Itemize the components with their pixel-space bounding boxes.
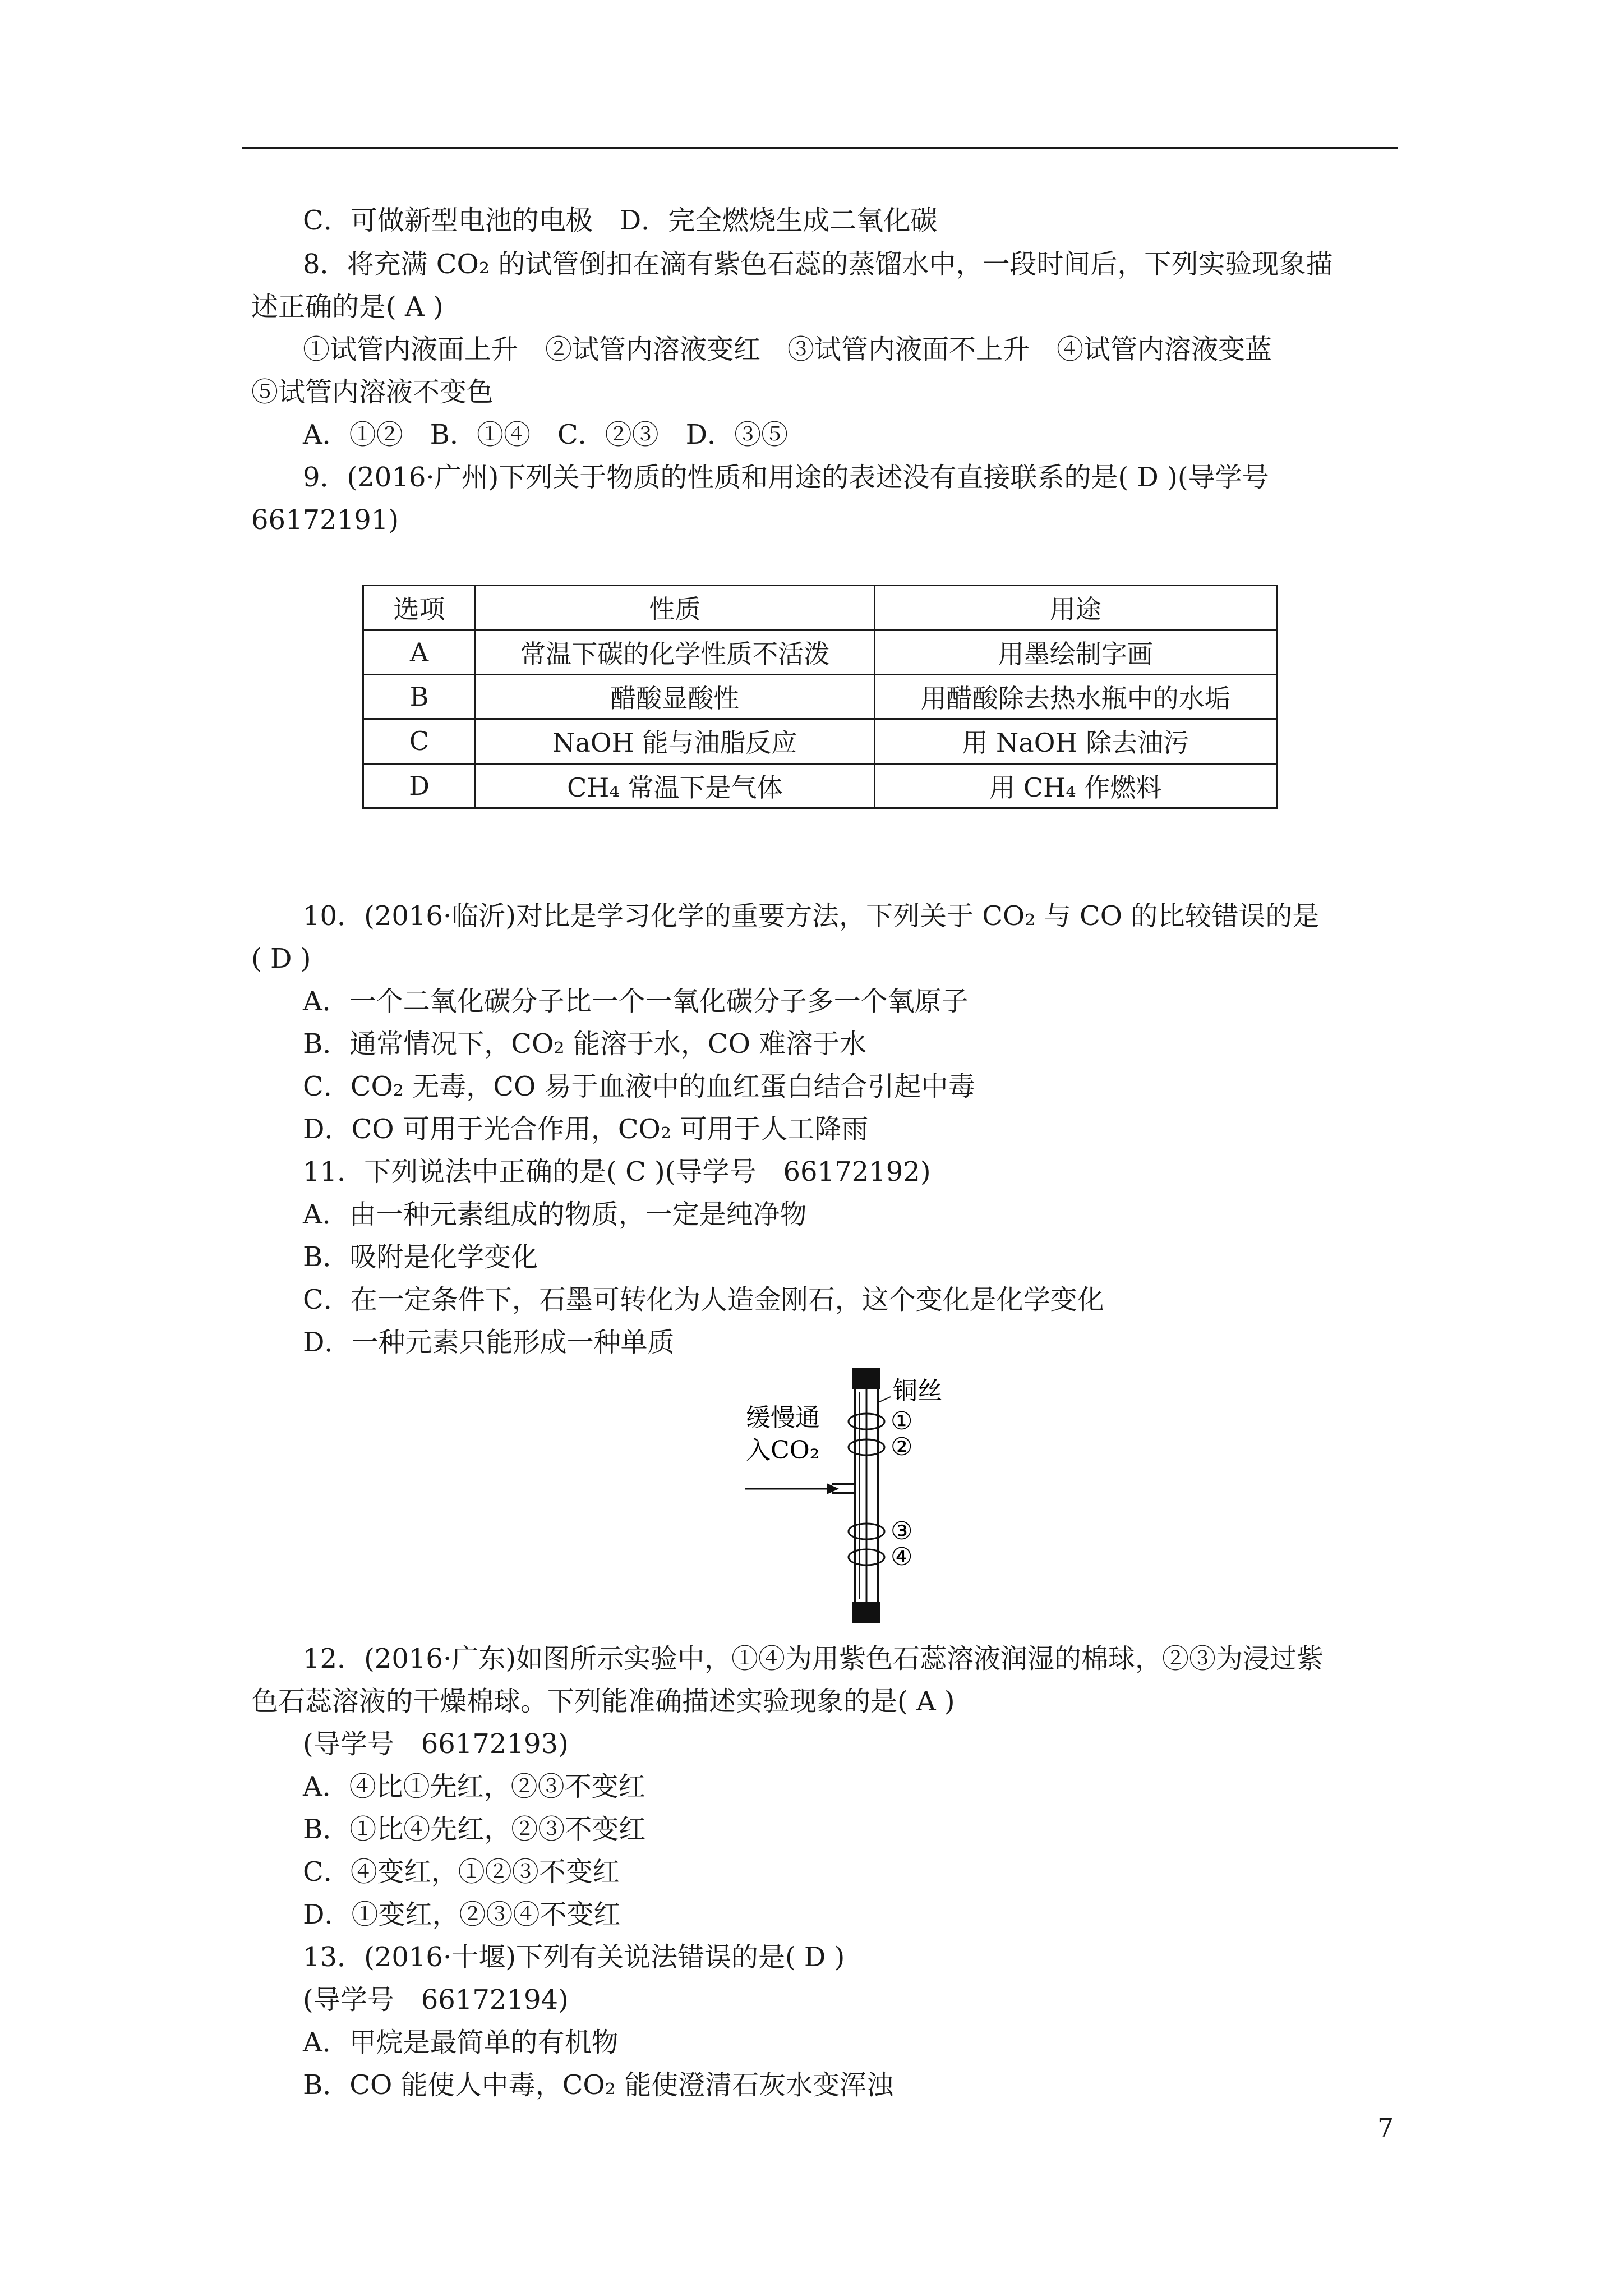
q11-option-b: B．吸附是化学变化 [303, 1241, 538, 1273]
co2-tube-apparatus-diagram [743, 1363, 1006, 1627]
q8-stem-line1: 8．将充满 CO₂ 的试管倒扣在滴有紫色石蕊的蒸馏水中，一段时间后，下列实验现象描 [303, 249, 1333, 280]
page-number: 7 [1377, 2113, 1394, 2143]
q10-option-c: C．CO₂ 无毒，CO 易于血液中的血红蛋白结合引起中毒 [303, 1071, 975, 1102]
q13-option-b: B．CO 能使人中毒，CO₂ 能使澄清石灰水变浑浊 [303, 2069, 894, 2101]
ball-label-4: ④ [891, 1543, 913, 1571]
q10-stem-line1: 10．(2016·临沂)对比是学习化学的重要方法，下列关于 CO₂ 与 CO 的比较错误的是 [303, 900, 1320, 932]
ball-label-2: ② [891, 1433, 913, 1461]
inlet-label-line2: 入CO₂ [746, 1436, 820, 1465]
table-cell: 常温下碳的化学性质不活泼 [476, 630, 874, 674]
q8-options: A．①② B．①④ C．②③ D．③⑤ [303, 419, 789, 450]
table-row [363, 719, 1277, 763]
q9-stem-line1: 9．(2016·广州)下列关于物质的性质和用途的表述没有直接联系的是( D )(导学号 [303, 462, 1269, 493]
property-use-table [362, 585, 1278, 809]
table-header-row [363, 586, 1277, 630]
copper-wire-label: 铜丝 [893, 1377, 942, 1405]
q12-option-c: C．④变红，①②③不变红 [303, 1856, 620, 1888]
q12-option-b: B．①比④先红，②③不变红 [303, 1814, 646, 1845]
ball-label-3: ③ [891, 1517, 913, 1545]
table-cell: 用墨绘制字画 [874, 630, 1276, 674]
q13-guide-number: (导学号 66172194) [303, 1984, 569, 2016]
q8-stem-line2: 述正确的是( A ) [251, 291, 444, 323]
table-cell: D [363, 763, 476, 808]
table-header-cell: 性质 [476, 586, 874, 630]
q10-stem-line2: ( D ) [251, 943, 311, 974]
q8-statements-line2: ⑤试管内溶液不变色 [251, 376, 494, 408]
q12-option-a: A．④比①先红，②③不变红 [303, 1771, 645, 1802]
table-cell: 用 CH₄ 作燃料 [874, 763, 1276, 808]
table-cell: C [363, 719, 476, 763]
table-cell: B [363, 674, 476, 719]
wire-leader-line [878, 1397, 891, 1402]
q12-option-d: D．①变红，②③④不变红 [303, 1899, 621, 1930]
q10-option-b: B．通常情况下，CO₂ 能溶于水，CO 难溶于水 [303, 1028, 867, 1060]
q11-option-d: D．一种元素只能形成一种单质 [303, 1327, 675, 1358]
q11-stem: 11．下列说法中正确的是( C )(导学号 66172192) [303, 1156, 931, 1188]
table-row [363, 630, 1277, 674]
table-cell: 用 NaOH 除去油污 [874, 719, 1276, 763]
table-cell: CH₄ 常温下是气体 [476, 763, 874, 808]
table-cell: 醋酸显酸性 [476, 674, 874, 719]
q13-option-a: A．甲烷是最简单的有机物 [303, 2027, 619, 2058]
q12-guide-number: (导学号 66172193) [303, 1728, 569, 1760]
header-rule [242, 147, 1398, 149]
table-row [363, 674, 1277, 719]
q12-stem-line1: 12．(2016·广东)如图所示实验中，①④为用紫色石蕊溶液润湿的棉球，②③为浸过紫 [303, 1643, 1324, 1674]
q12-stem-line2: 色石蕊溶液的干燥棉球。下列能准确描述实验现象的是( A ) [251, 1686, 955, 1717]
ball-label-1: ① [891, 1407, 913, 1435]
table-header-cell: 选项 [363, 586, 476, 630]
table-row [363, 763, 1277, 808]
table-cell: A [363, 630, 476, 674]
q11-option-c: C．在一定条件下，石墨可转化为人造金刚石，这个变化是化学变化 [303, 1284, 1104, 1315]
q13-stem: 13．(2016·十堰)下列有关说法错误的是( D ) [303, 1941, 845, 1973]
q7-options-cd: C．可做新型电池的电极 D．完全燃烧生成二氧化碳 [303, 205, 938, 236]
q10-option-a: A．一个二氧化碳分子比一个一氧化碳分子多一个氧原子 [303, 986, 969, 1017]
q10-option-d: D．CO 可用于光合作用，CO₂ 可用于人工降雨 [303, 1114, 869, 1145]
q8-statements-line1: ①试管内液面上升 ②试管内溶液变红 ③试管内液面不上升 ④试管内溶液变蓝 [303, 334, 1272, 365]
q9-stem-line2: 66172191) [251, 504, 399, 536]
inlet-label-line1: 缓慢通 [746, 1404, 820, 1432]
q11-option-a: A．由一种元素组成的物质，一定是纯净物 [303, 1199, 807, 1230]
table-cell: NaOH 能与油脂反应 [476, 719, 874, 763]
table-cell: 用醋酸除去热水瓶中的水垢 [874, 674, 1276, 719]
table-header-cell: 用途 [874, 586, 1276, 630]
